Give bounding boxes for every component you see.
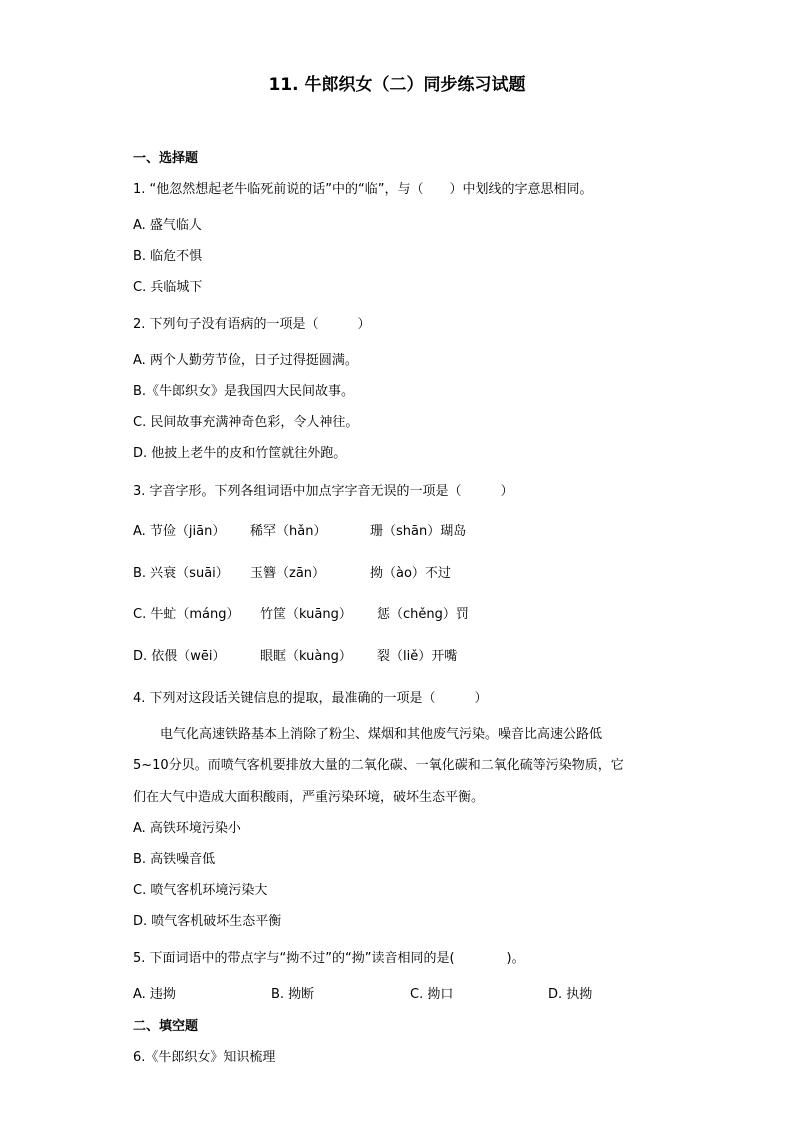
question-5-stem: 5. 下面词语中的带点字与“拗不过”的“拗”读音相同的是( )。 [133, 951, 525, 966]
question-1-option-c: C. 兵临城下 [133, 280, 203, 295]
section-heading-choice: 一、选择题 [133, 151, 199, 166]
passage-line-3: 们在大气中造成大面积酸雨，严重污染环境，破坏生态平衡。 [133, 790, 485, 805]
question-5-option-c: C. 拗口 [410, 987, 454, 1002]
question-1-option-b: B. 临危不惧 [133, 249, 203, 264]
question-4-option-d: D. 喷气客机破坏生态平衡 [133, 914, 282, 929]
question-4-stem: 4. 下列对这段话关键信息的提取，最准确的一项是（ ） [133, 691, 488, 706]
pinyin-word: 玉簪（zān） [250, 566, 326, 581]
pinyin-word: A. 节俭（jiān） [133, 524, 226, 539]
question-2-stem: 2. 下列句子没有语病的一项是（ ） [133, 317, 371, 332]
pinyin-word: B. 兴衰（suāi） [133, 566, 229, 581]
question-1-stem: 1. “他忽然想起老牛临死前说的话”中的“临”，与（ ）中划线的字意思相同。 [133, 182, 593, 197]
question-5-option-a: A. 违拗 [133, 987, 176, 1002]
pinyin-word: 拗（ào）不过 [370, 566, 451, 581]
question-5-option-b: B. 拗断 [271, 987, 315, 1002]
question-2-option-a: A. 两个人勤劳节俭，日子过得挺圆满。 [133, 353, 358, 368]
question-2-option-c: C. 民间故事充满神奇色彩，令人神往。 [133, 415, 359, 430]
pinyin-word: 眼眶（kuàng） [260, 649, 352, 664]
question-2-option-b: B.《牛郎织女》是我国四大民间故事。 [133, 384, 355, 399]
question-3-stem: 3. 字音字形。下列各组词语中加点字字音无误的一项是（ ） [133, 484, 514, 499]
passage-line-1: 电气化高速铁路基本上消除了粉尘、煤烟和其他废气污染。噪音比高速公路低 [160, 727, 603, 742]
passage-line-2: 5~10分贝。而喷气客机要排放大量的二氧化碳、一氧化碳和二氧化硫等污染物质，它 [133, 758, 624, 773]
pinyin-word: 珊（shān）瑚岛 [370, 524, 467, 539]
pinyin-word: 惩（chěng）罚 [377, 607, 469, 622]
pinyin-word: C. 牛虻（máng） [133, 607, 240, 622]
question-5-option-d: D. 执拗 [548, 987, 593, 1002]
question-4-option-c: C. 喷气客机环境污染大 [133, 883, 268, 898]
page-title: 11. 牛郎织女（二）同步练习试题 [268, 75, 526, 95]
pinyin-word: 裂（liě）开嘴 [377, 649, 458, 664]
pinyin-word: D. 依偎（wēi） [133, 649, 226, 664]
question-4-option-a: A. 高铁环境污染小 [133, 821, 241, 836]
question-4-option-b: B. 高铁噪音低 [133, 852, 216, 867]
question-1-option-a: A. 盛气临人 [133, 218, 202, 233]
question-6-stem: 6.《牛郎织女》知识梳理 [133, 1050, 276, 1065]
pinyin-word: 稀罕（hǎn） [250, 524, 327, 539]
question-2-option-d: D. 他披上老牛的皮和竹筐就往外跑。 [133, 446, 347, 461]
pinyin-word: 竹筐（kuāng） [260, 607, 352, 622]
section-heading-fill: 二、填空题 [133, 1019, 199, 1034]
